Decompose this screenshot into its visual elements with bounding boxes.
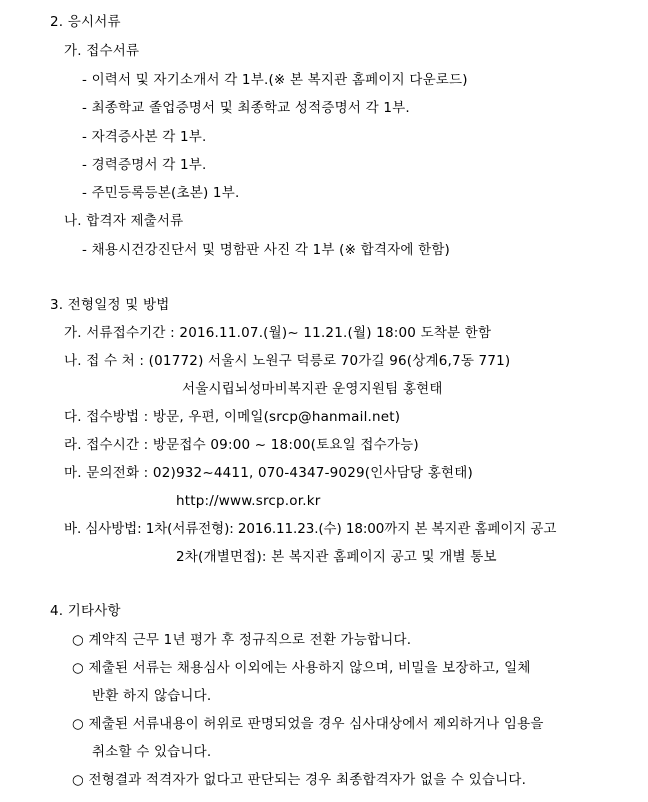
list-item: - 채용시건강진단서 및 명함판 사진 각 1부 (※ 합격자에 한함) <box>82 242 451 258</box>
schedule-row: 라. 접수시간 : 방문접수 09:00 ~ 18:00(토요일 접수가능) <box>64 437 419 453</box>
section-3-title: 3. 전형일정 및 방법 <box>50 297 170 313</box>
schedule-row: 다. 접수방법 : 방문, 우편, 이메일(srcp@hanmail.net) <box>64 409 401 425</box>
note-line: ○ 제출된 서류내용이 허위로 판명되었을 경우 심사대상에서 제외하거나 임용을 <box>72 716 544 732</box>
subsection-a-title: 가. 접수서류 <box>64 43 140 59</box>
schedule-row: 마. 문의전화 : 02)932~4411, 070-4347-9029(인사담당 홍현태) <box>64 465 473 481</box>
schedule-row-continuation: 서울시립뇌성마비복지관 운영지원팀 홍현태 <box>182 381 443 397</box>
subsection-b-title: 나. 합격자 제출서류 <box>64 213 184 229</box>
list-item: - 최종학교 졸업증명서 및 최종학교 성적증명서 각 1부. <box>82 100 410 116</box>
note-line-continuation: 반환 하지 않습니다. <box>92 688 212 704</box>
section-2-title: 2. 응시서류 <box>50 14 121 30</box>
list-item: - 경력증명서 각 1부. <box>82 157 207 173</box>
list-item: - 주민등록등본(초본) 1부. <box>82 185 240 201</box>
schedule-row: 바. 심사방법: 1차(서류전형): 2016.11.23.(수) 18:00까지 본 복지관 홈페이지 공고 <box>64 521 557 537</box>
list-item: - 자격증사본 각 1부. <box>82 129 207 145</box>
list-item: - 이력서 및 자기소개서 각 1부.(※ 본 복지관 홈페이지 다운로드) <box>82 72 468 88</box>
note-line-continuation: 취소할 수 있습니다. <box>92 744 212 760</box>
schedule-row-continuation: 2차(개별면접): 본 복지관 홈페이지 공고 및 개별 통보 <box>176 549 497 565</box>
note-line: ○ 전형결과 적격자가 없다고 판단되는 경우 최종합격자가 없을 수 있습니다. <box>72 772 527 788</box>
schedule-row: 가. 서류접수기간 : 2016.11.07.(월)~ 11.21.(월) 18:00 도착분 한함 <box>64 325 492 341</box>
schedule-row: 나. 접 수 처 : (01772) 서울시 노원구 덕릉로 70가길 96(상계6,7동 771) <box>64 353 511 369</box>
section-4-title: 4. 기타사항 <box>50 603 121 619</box>
website-url: http://www.srcp.or.kr <box>176 493 321 509</box>
note-line: ○ 제출된 서류는 채용심사 이외에는 사용하지 않으며, 비밀을 보장하고, 일체 <box>72 660 531 676</box>
note-line: ○ 계약직 근무 1년 평가 후 정규직으로 전환 가능합니다. <box>72 632 412 648</box>
